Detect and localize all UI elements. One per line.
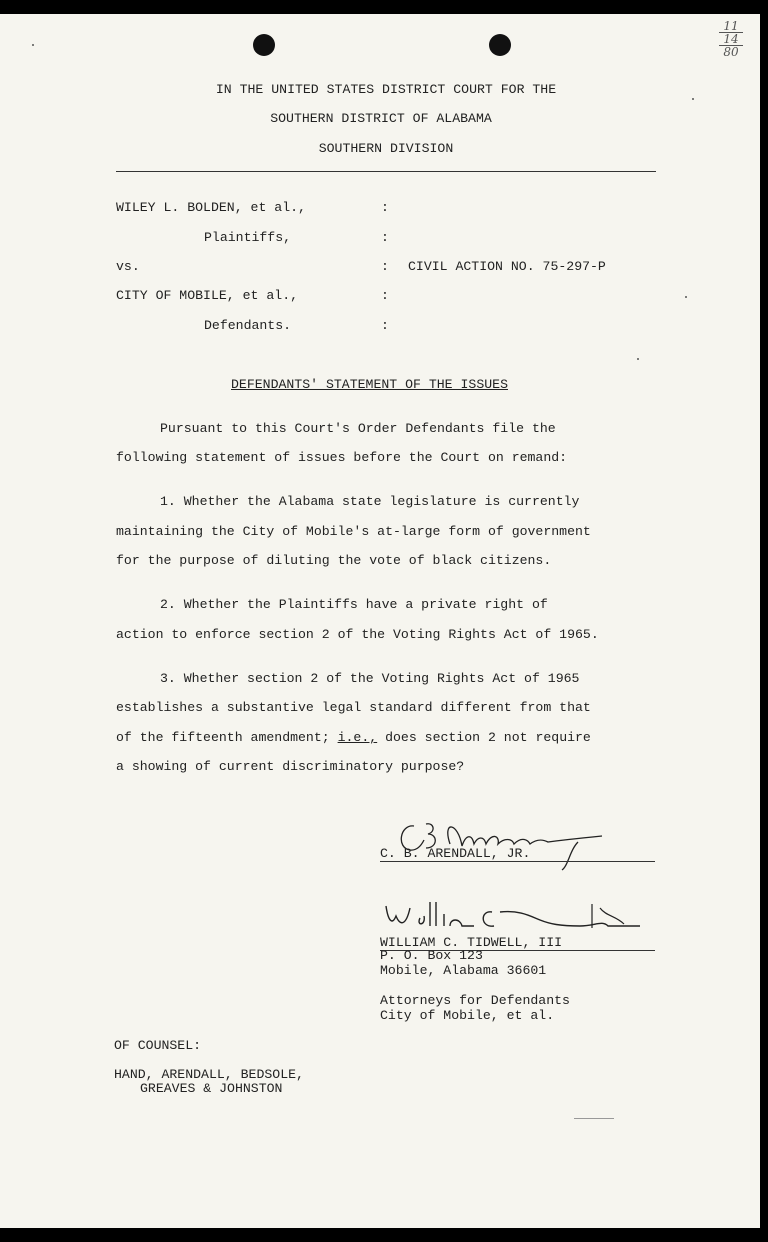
speck	[32, 44, 34, 46]
intro-line1: Pursuant to this Court's Order Defendants file the	[160, 421, 556, 436]
law-firm-line1: HAND, ARENDALL, BEDSOLE,	[114, 1067, 304, 1082]
court-heading-line1: IN THE UNITED STATES DISTRICT COURT FOR THE	[215, 82, 557, 97]
signer2-name: WILLIAM C. TIDWELL, III	[380, 935, 563, 950]
plaintiff-role: Plaintiffs,	[204, 230, 292, 245]
issue3-line3: of the fifteenth amendment; i.e., does section 2 not require	[116, 730, 591, 745]
signer1-name: C. B. ARENDALL, JR.	[380, 846, 531, 861]
address-line1: P. O. Box 123	[380, 948, 483, 963]
caption-colon: :	[381, 288, 389, 303]
law-firm-line2: GREAVES & JOHNSTON	[140, 1081, 283, 1096]
caption-colon: :	[381, 230, 389, 245]
ie-abbrev: i.e.,	[337, 730, 378, 745]
signature-arendall	[392, 814, 612, 872]
issue3-line2: establishes a substantive legal standard different from that	[116, 700, 591, 715]
defendant-role: Defendants.	[204, 318, 292, 333]
civil-action-number: CIVIL ACTION NO. 75-297-P	[408, 259, 606, 274]
punch-hole-right	[489, 34, 511, 56]
stray-mark	[574, 1118, 614, 1119]
attorneys-line2: City of Mobile, et al.	[380, 1008, 555, 1023]
document-title: DEFENDANTS' STATEMENT OF THE ISSUES	[231, 377, 508, 392]
court-heading-line2: SOUTHERN DISTRICT OF ALABAMA	[270, 111, 492, 126]
document-page	[0, 14, 760, 1228]
court-heading-line3: SOUTHERN DIVISION	[318, 141, 454, 156]
punch-hole-left	[253, 34, 275, 56]
defendant-name: CITY OF MOBILE, et al.,	[116, 288, 299, 303]
issue2-line2: action to enforce section 2 of the Voting Rights Act of 1965.	[116, 627, 599, 642]
of-counsel-label: OF COUNSEL:	[114, 1038, 202, 1053]
plaintiff-name: WILEY L. BOLDEN, et al.,	[116, 200, 306, 215]
handwritten-date: 11 14 80	[719, 20, 743, 58]
caption-colon: :	[381, 318, 389, 333]
issue2-line1: 2. Whether the Plaintiffs have a private right of	[160, 597, 548, 612]
issue3-line4: a showing of current discriminatory purpose?	[116, 759, 465, 774]
heading-divider	[116, 171, 656, 172]
issue1-line1: 1. Whether the Alabama state legislature is currently	[160, 494, 580, 509]
speck	[685, 296, 687, 298]
issue1-line3: for the purpose of diluting the vote of black citizens.	[116, 553, 552, 568]
address-line2: Mobile, Alabama 36601	[380, 963, 547, 978]
speck	[637, 358, 639, 360]
attorneys-line1: Attorneys for Defendants	[380, 993, 570, 1008]
signature1-line	[380, 861, 655, 862]
intro-line2: following statement of issues before the Court on remand:	[116, 450, 568, 465]
versus: vs.	[116, 259, 140, 274]
caption-colon: :	[381, 200, 389, 215]
signature-tidwell	[380, 896, 650, 936]
issue3-line1: 3. Whether section 2 of the Voting Rights Act of 1965	[160, 671, 580, 686]
caption-colon: :	[381, 259, 389, 274]
speck	[692, 98, 694, 100]
issue1-line2: maintaining the City of Mobile's at-large form of government	[116, 524, 591, 539]
